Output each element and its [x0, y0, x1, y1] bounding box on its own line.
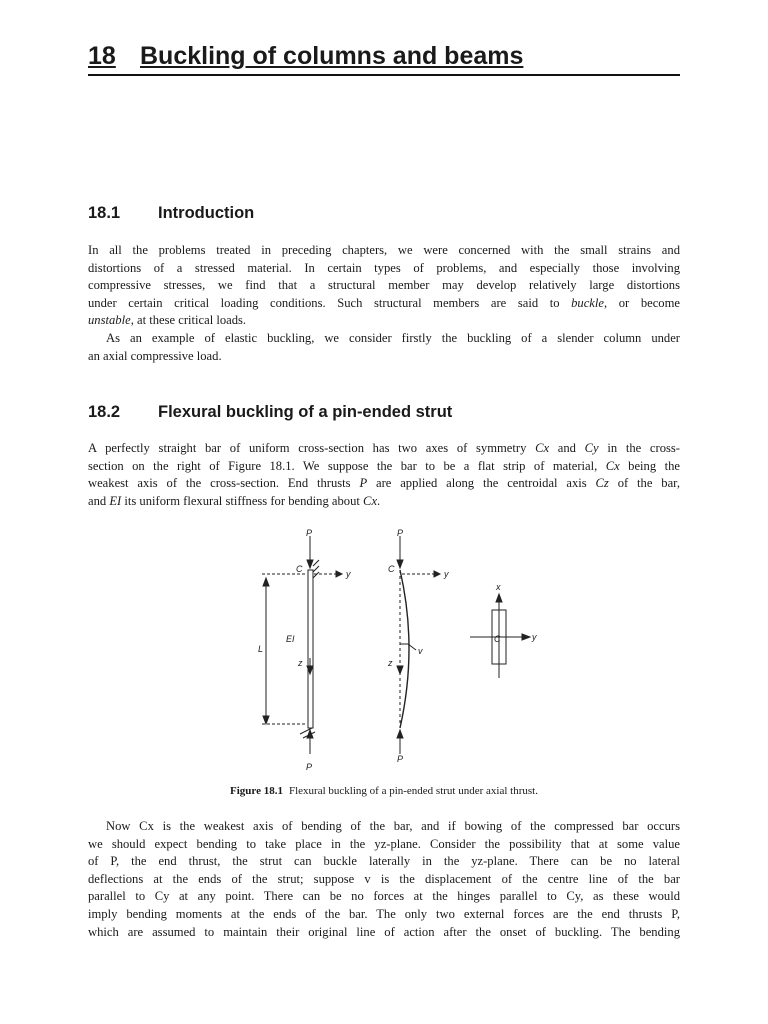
label-z: z — [298, 658, 303, 668]
text-line: deflections at the ends of the strut; suppose v is the displacement of the centre line of the bar — [88, 871, 680, 886]
text-segment: , or become — [604, 295, 680, 310]
buckled-strut — [400, 570, 409, 728]
text-segment: of the bar, — [608, 476, 680, 491]
text-line: which are assumed to maintain their original line of action after the onset of buckling. The bending — [88, 924, 680, 939]
text-line — [88, 440, 680, 458]
text-segment: its uniform flexural stiffness for bending about — [121, 493, 364, 508]
arrow-up-icon — [496, 594, 502, 602]
axis-symbol: Cx — [605, 458, 620, 473]
text-segment: , at these critical loads. — [130, 313, 247, 328]
arrow-right-icon — [434, 571, 440, 577]
text-line — [88, 312, 680, 330]
strut-paragraph — [88, 440, 680, 510]
text-segment: being the — [619, 458, 680, 473]
figure-18-1 — [240, 526, 560, 776]
pin-support-hatch — [313, 560, 319, 578]
text-segment: are applied along the centroidal axis — [367, 476, 596, 491]
arrow-up-icon — [397, 730, 403, 738]
text-line — [88, 295, 680, 313]
text-segment: under certain critical loading conditions. Such structural members are said to — [88, 295, 572, 310]
section-title: Introduction — [158, 204, 255, 222]
section-heading-introduction — [88, 202, 254, 224]
axis-symbol: Cx — [535, 441, 550, 455]
figure-caption — [88, 784, 680, 798]
text-line: Now Cx is the weakest axis of bending of the bar, and if bowing of the compressed bar occurs — [106, 819, 680, 833]
text-line: As an example of elastic buckling, we consider firstly the buckling of a slender column under — [106, 330, 680, 345]
text-segment: section on the right of Figure 18.1. We suppose the bar to be a flat strip of material, — [88, 458, 606, 473]
section-number: 18.1 — [88, 204, 121, 222]
label-y: y — [346, 569, 351, 579]
label-p: P — [306, 762, 313, 772]
text-line: of P, the end thrust, the strut can buckle laterally in the yz-plane. There can be no lateral — [88, 854, 680, 869]
section-title: Flexural buckling of a pin-ended strut — [158, 403, 453, 421]
section-number: 18.2 — [88, 403, 121, 421]
text-line: we should expect bending to take place in the yz-plane. Consider the possibility that at some value — [88, 836, 680, 851]
text-line: In all the problems treated in preceding chapters, we were concerned with the small strains and — [88, 243, 680, 257]
arrow-down-icon — [263, 716, 269, 724]
label-v: v — [418, 646, 423, 656]
text-segment: weakest axis of the cross-section. End thrusts — [88, 476, 360, 491]
arrow-right-icon — [336, 571, 342, 577]
text-line: parallel to Cy at any point. There can be no forces at the hinges parallel to Cy, as these would — [88, 889, 680, 904]
text-line: distortions of a stressed material. In certain types of problems, and especially those involving — [88, 260, 680, 275]
axis-symbol: Cy — [584, 441, 599, 455]
arrow-up-icon — [263, 578, 269, 586]
label-ei: EI — [286, 634, 295, 644]
axis-symbol: Cx — [363, 493, 378, 508]
label-y: y — [532, 632, 537, 642]
intro-paragraph — [88, 242, 680, 365]
chapter-title — [88, 38, 680, 76]
label-p: P — [397, 528, 404, 538]
label-z: z — [388, 658, 393, 668]
label-x: x — [496, 582, 501, 592]
label-y: y — [444, 569, 449, 579]
symbol: EI — [109, 493, 122, 508]
label-c: C — [388, 564, 395, 574]
label-p: P — [397, 754, 404, 764]
label-c: C — [296, 564, 303, 574]
text-line: imply bending moments at the ends of the bar. The only two external forces are the end thrusts P, — [88, 906, 680, 921]
chapter-title-text: Buckling of columns and beams — [140, 42, 524, 70]
text-segment: and — [88, 493, 110, 508]
section-heading-flexural-buckling — [88, 401, 452, 423]
text-segment: A perfectly straight bar of uniform cross-section has two axes of symmetry — [88, 441, 536, 455]
arrow-right-icon — [522, 634, 530, 640]
final-paragraph — [88, 818, 680, 941]
caption-text: Flexural buckling of a pin-ended strut under axial thrust. — [289, 785, 538, 797]
text-line: compressive stresses, we find that a structural member may develop relatively large distortions — [88, 278, 680, 293]
text-line — [88, 493, 680, 511]
text-line — [88, 475, 680, 493]
label-p: P — [306, 528, 313, 538]
axis-symbol: Cz — [595, 476, 609, 491]
arrow-down-icon — [397, 666, 403, 674]
arrow-down-icon — [307, 560, 313, 568]
label-l: L — [258, 644, 264, 654]
strut-diagram — [240, 526, 560, 776]
arrow-down-icon — [397, 560, 403, 568]
emphasis-buckle: buckle — [571, 295, 604, 310]
text-segment: . — [377, 493, 381, 508]
chapter-number: 18 — [88, 42, 116, 70]
text-line: an axial compressive load. — [88, 348, 222, 363]
symbol: P — [359, 476, 368, 491]
caption-label: Figure 18.1 — [230, 785, 283, 797]
text-segment: and — [549, 441, 585, 455]
emphasis-unstable: unstable — [88, 313, 131, 328]
label-c: C — [494, 634, 501, 644]
text-segment: in the cross- — [598, 441, 680, 455]
text-line — [88, 458, 680, 476]
straight-strut — [308, 570, 313, 728]
